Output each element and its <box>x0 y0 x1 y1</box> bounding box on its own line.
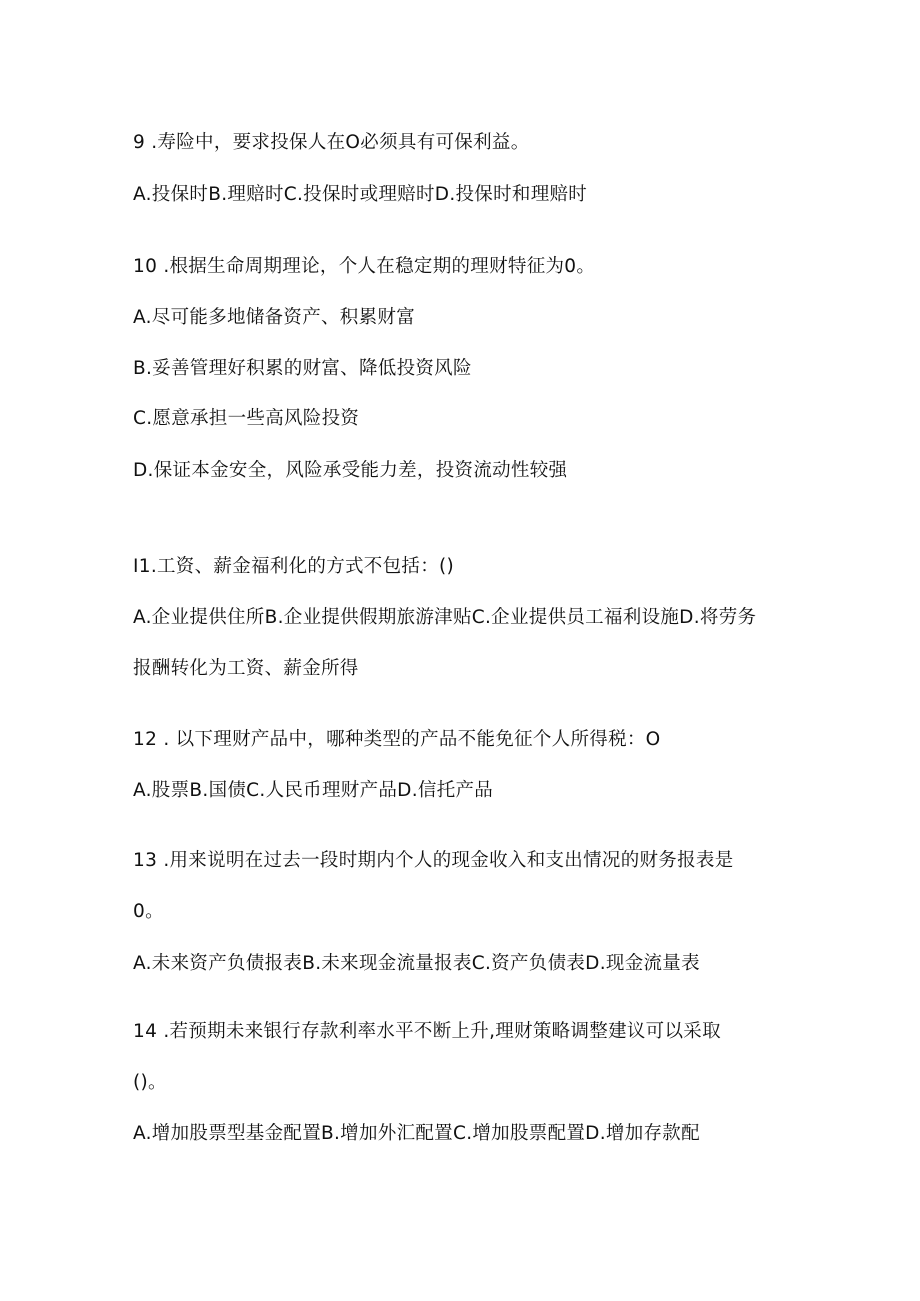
question-14-stem-line-2: ()。 <box>133 1072 167 1093</box>
question-13-stem-line-2: 0。 <box>133 901 164 922</box>
question-10-option-c: C.愿意承担一些高风险投资 <box>133 408 360 429</box>
question-12-stem: 12 . 以下理财产品中，哪种类型的产品不能免征个人所得税：O <box>133 729 661 750</box>
question-13-stem-line-1: 13 .用来说明在过去一段时期内个人的现金收入和支出情况的财务报表是 <box>133 850 734 871</box>
question-12-options: A.股票B.国债C.人民币理财产品D.信托产品 <box>133 780 494 801</box>
question-10-option-d: D.保证本金安全，风险承受能力差，投资流动性较强 <box>133 460 568 481</box>
question-13-options: A.未来资产负债报表B.未来现金流量报表C.资产负债表D.现金流量表 <box>133 953 700 974</box>
question-10-stem: 10 .根据生命周期理论，个人在稳定期的理财特征为0。 <box>133 256 596 277</box>
question-11-options-line-1: A.企业提供住所B.企业提供假期旅游津贴C.企业提供员工福利设施D.将劳务 <box>133 607 757 628</box>
question-14-options: A.增加股票型基金配置B.增加外汇配置C.增加股票配置D.增加存款配 <box>133 1123 700 1144</box>
question-14-stem-line-1: 14 .若预期未来银行存款利率水平不断上升,理财策略调整建议可以采取 <box>133 1021 721 1042</box>
question-11-options-line-2: 报酬转化为工资、薪金所得 <box>133 658 359 679</box>
question-11-stem: I1.工资、薪金福利化的方式不包括：() <box>133 556 455 577</box>
question-10-option-a: A.尽可能多地储备资产、积累财富 <box>133 307 416 328</box>
question-9-options: A.投保时B.理赔时C.投保时或理赔时D.投保时和理赔时 <box>133 184 588 205</box>
question-9-stem: 9 .寿险中，要求投保人在O必须具有可保利益。 <box>133 132 530 153</box>
question-10-option-b: B.妥善管理好积累的财富、降低投资风险 <box>133 358 472 379</box>
